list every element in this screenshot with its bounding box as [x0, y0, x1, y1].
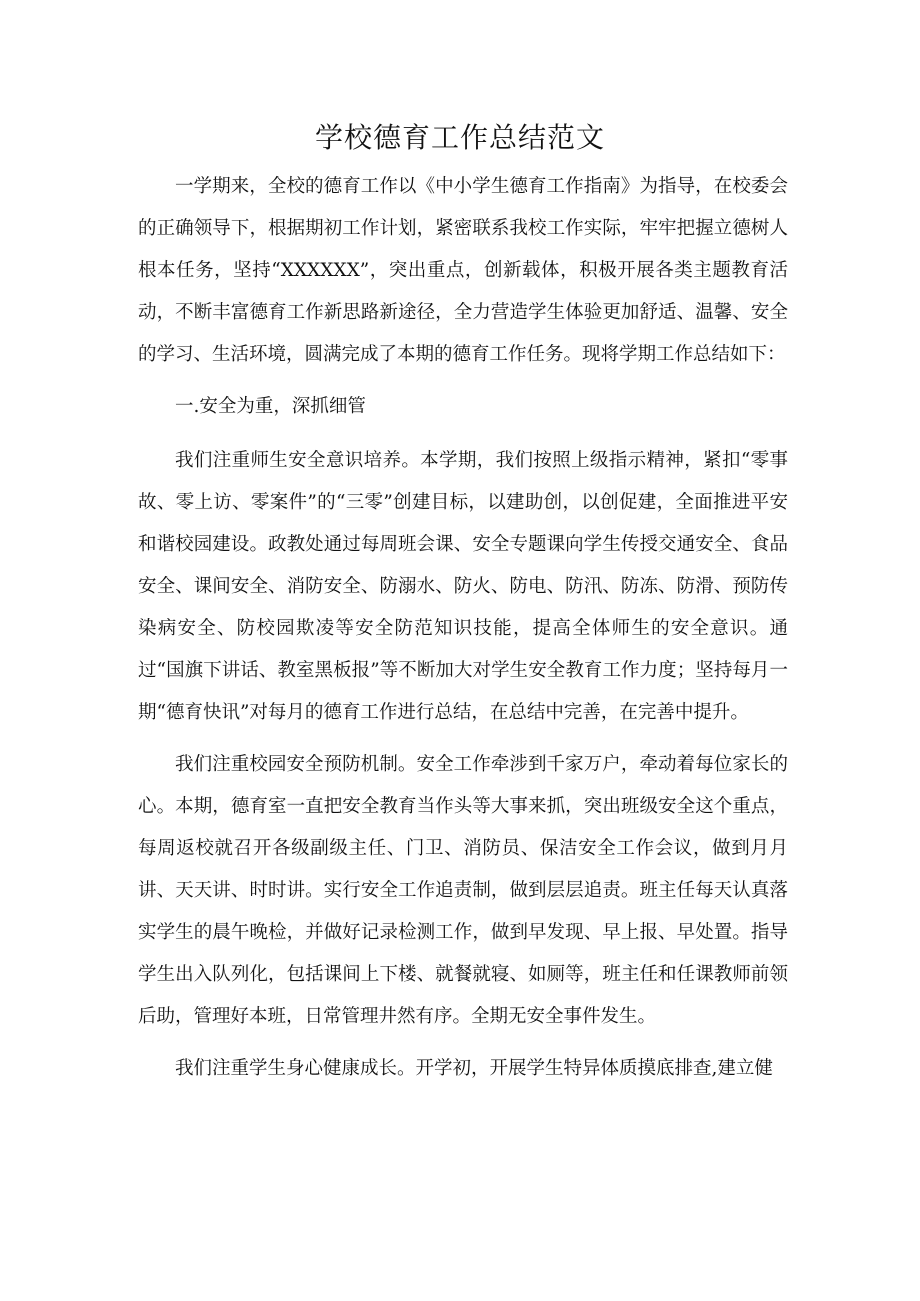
- section-heading-safety: 一.安全为重，深抓细管: [175, 396, 366, 417]
- paragraph-safety-awareness: 我们注重师生安全意识培养。本学期，我们按照上级指示精神，紧扣“零事故、零上访、零案件”的“三零”创建目标，以建助创，以创促建，全面推进平安和谐校园建设。政教处通过每周班会课、安全专题课向学生传授交通安全、食品安全、课间安全、消防安全、防溺水、防火、防电、防汛、防冻、防滑、预防传染病安全、防校园欺凌等安全防范知识技能，提高全体师生的安全意识。通过“国旗下讲话、教室黑板报”等不断加大对学生安全教育工作力度；坚持每月一期“德育快讯”对每月的德育工作进行总结，在总结中完善，在完善中提升。: [138, 450, 788, 723]
- paragraph-student-health: 我们注重学生身心健康成长。开学初，开展学生特异体质摸底排查,建立健: [175, 1058, 773, 1079]
- paragraph-safety-mechanism: 我们注重校园安全预防机制。安全工作牵涉到千家万户，牵动着每位家长的心。本期，德育室一直把安全教育当作头等大事来抓，突出班级安全这个重点，每周返校就召开各级副级主任、门卫、消防员、保洁安全工作会议，做到月月讲、天天讲、时时讲。实行安全工作追责制，做到层层追责。班主任每天认真落实学生的晨午晚检，并做好记录检测工作，做到早发现、早上报、早处置。指导学生出入队列化，包括课间上下楼、就餐就寝、如厕等，班主任和任课教师前领后助，管理好本班，日常管理井然有序。全期无安全事件发生。: [138, 754, 788, 1027]
- document-title: 学校德育工作总结范文: [314, 121, 605, 154]
- intro-paragraph: 一学期来，全校的德育工作以《中小学生德育工作指南》为指导，在校委会的正确领导下，根据期初工作计划，紧密联系我校工作实际，牢牢把握立德树人根本任务，坚持“XXXXXX”，突出重点，创新载体，积极开展各类主题教育活动，不断丰富德育工作新思路新途径，全力营造学生体验更加舒适、温馨、安全的学习、生活环境，圆满完成了本期的德育工作任务。现将学期工作总结如下：: [138, 176, 788, 365]
- document-body: [138, 166, 788, 1096]
